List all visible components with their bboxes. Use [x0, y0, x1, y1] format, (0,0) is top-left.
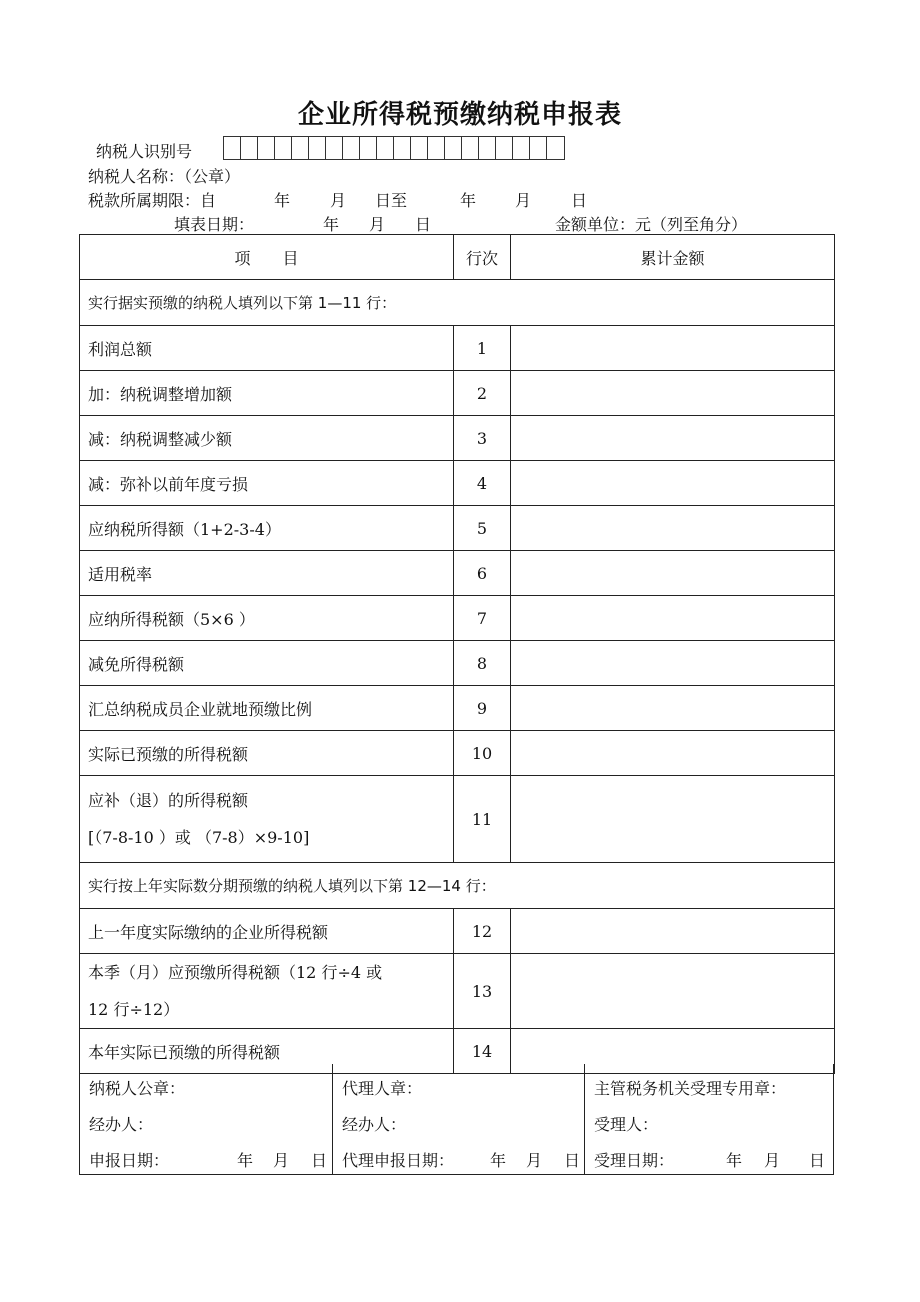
section-2-label: 实行按上年实际数分期预缴的纳税人填列以下第 12—14 行：	[80, 863, 835, 909]
table-row	[80, 909, 835, 954]
form-title: 企业所得税预缴纳税申报表	[297, 100, 622, 130]
taxpayer-name-label: 纳税人名称：（公章）	[88, 167, 241, 186]
row-item: 加：纳税调整增加额	[80, 371, 454, 416]
table-row	[80, 371, 835, 416]
row-no: 9	[454, 686, 511, 731]
row-item: 减免所得税额	[80, 641, 454, 686]
id-digit-box[interactable]	[513, 137, 530, 159]
row-item: 应纳所得税额（5×6 ）	[80, 596, 454, 641]
row-amount-cell[interactable]	[511, 909, 835, 954]
col-amount-header: 累计金额	[511, 235, 835, 280]
row-amount-cell[interactable]	[511, 371, 835, 416]
period-to-year: 年	[460, 191, 477, 210]
taxpayer-date-year: 年	[237, 1151, 254, 1170]
section-1-row	[80, 280, 835, 326]
receive-date-month: 月	[764, 1151, 781, 1170]
row-item: 上一年度实际缴纳的企业所得税额	[80, 909, 454, 954]
fill-date-month: 月	[369, 215, 386, 234]
amount-unit-label: 金额单位：元（列至角分）	[555, 215, 748, 234]
agent-date-label: 代理申报日期：	[342, 1151, 455, 1170]
id-digit-box[interactable]	[547, 137, 564, 159]
fill-date-day: 日	[415, 215, 432, 234]
id-digit-box[interactable]	[309, 137, 326, 159]
row-no: 11	[454, 776, 511, 863]
table-row	[80, 416, 835, 461]
id-digit-box[interactable]	[496, 137, 513, 159]
row-amount-cell[interactable]	[511, 731, 835, 776]
fill-date-year: 年	[323, 215, 340, 234]
period-from-month: 月	[330, 191, 347, 210]
id-digit-box[interactable]	[258, 137, 275, 159]
row-amount-cell[interactable]	[511, 416, 835, 461]
section-1-label: 实行据实预缴的纳税人填列以下第 1—11 行：	[80, 280, 835, 326]
period-from-day-to: 日至	[375, 191, 408, 210]
id-digit-box[interactable]	[241, 137, 258, 159]
row-amount-cell[interactable]	[511, 326, 835, 371]
row-no: 5	[454, 506, 511, 551]
id-digit-box[interactable]	[445, 137, 462, 159]
row-11-line2: [（7-8-10 ）或 （7-8）×9-10]	[88, 828, 310, 847]
row-no: 13	[454, 954, 511, 1029]
table-row	[80, 731, 835, 776]
row-item	[80, 954, 454, 1029]
row-amount-cell[interactable]	[511, 506, 835, 551]
id-digit-box[interactable]	[224, 137, 241, 159]
row-no: 8	[454, 641, 511, 686]
fill-date-label: 填表日期：	[174, 215, 255, 234]
id-digit-box[interactable]	[292, 137, 309, 159]
period-to-month: 月	[515, 191, 532, 210]
row-11-line1: 应补（退）的所得税额	[88, 791, 249, 810]
row-no: 6	[454, 551, 511, 596]
receiver-label: 受理人：	[594, 1115, 659, 1134]
table-row	[80, 506, 835, 551]
row-amount-cell[interactable]	[511, 461, 835, 506]
taxpayer-date-label: 申报日期：	[89, 1151, 170, 1170]
receive-date-label: 受理日期：	[594, 1151, 675, 1170]
row-amount-cell[interactable]	[511, 551, 835, 596]
taxpayer-date-day: 日	[311, 1151, 328, 1170]
table-row	[80, 954, 835, 1029]
signature-section	[79, 1064, 834, 1175]
row-no: 3	[454, 416, 511, 461]
row-no: 1	[454, 326, 511, 371]
row-no: 7	[454, 596, 511, 641]
row-amount-cell[interactable]	[511, 954, 835, 1029]
id-digit-box[interactable]	[360, 137, 377, 159]
agent-signature-block[interactable]	[332, 1064, 584, 1174]
receive-date-year: 年	[726, 1151, 743, 1170]
id-digit-box[interactable]	[462, 137, 479, 159]
row-item	[80, 776, 454, 863]
agent-handler-label: 经办人：	[342, 1115, 407, 1134]
table-row	[80, 686, 835, 731]
id-digit-box[interactable]	[428, 137, 445, 159]
row-amount-cell[interactable]	[511, 596, 835, 641]
row-amount-cell[interactable]	[511, 686, 835, 731]
taxpayer-handler-label: 经办人：	[89, 1115, 154, 1134]
taxpayer-date-month: 月	[273, 1151, 290, 1170]
col-no-header: 行次	[454, 235, 511, 280]
agent-date-day: 日	[564, 1151, 581, 1170]
period-from-year: 年	[274, 191, 291, 210]
id-digit-box[interactable]	[377, 137, 394, 159]
row-item: 减：纳税调整减少额	[80, 416, 454, 461]
section-2-row	[80, 863, 835, 909]
row-13-line1: 本季（月）应预缴所得税额（12 行÷4 或	[88, 963, 383, 982]
id-digit-box[interactable]	[411, 137, 428, 159]
agent-date-month: 月	[526, 1151, 543, 1170]
id-digit-box[interactable]	[479, 137, 496, 159]
row-item: 应纳税所得额（1+2-3-4）	[80, 506, 454, 551]
row-item: 汇总纳税成员企业就地预缴比例	[80, 686, 454, 731]
row-no: 14	[454, 1029, 511, 1074]
id-digit-box[interactable]	[530, 137, 547, 159]
row-no: 4	[454, 461, 511, 506]
tax-office-seal-label: 主管税务机关受理专用章：	[594, 1079, 787, 1098]
row-13-line2: 12 行÷12）	[88, 1000, 180, 1019]
id-digit-box[interactable]	[326, 137, 343, 159]
row-no: 2	[454, 371, 511, 416]
id-digit-box[interactable]	[275, 137, 292, 159]
row-item: 利润总额	[80, 326, 454, 371]
row-item: 减：弥补以前年度亏损	[80, 461, 454, 506]
period-to-day: 日	[571, 191, 588, 210]
row-no: 12	[454, 909, 511, 954]
row-no: 10	[454, 731, 511, 776]
table-header-row	[80, 235, 835, 280]
id-digit-box[interactable]	[394, 137, 411, 159]
row-item: 实际已预缴的所得税额	[80, 731, 454, 776]
agent-seal-label: 代理人章：	[342, 1079, 423, 1098]
table-row	[80, 596, 835, 641]
table-row	[80, 551, 835, 596]
table-row	[80, 641, 835, 686]
row-item: 适用税率	[80, 551, 454, 596]
receive-date-day: 日	[809, 1151, 826, 1170]
taxpayer-id-boxes[interactable]	[223, 136, 565, 160]
agent-date-year: 年	[490, 1151, 507, 1170]
row-amount-cell[interactable]	[511, 776, 835, 863]
taxpayer-signature-block[interactable]	[80, 1064, 332, 1174]
table-row	[80, 776, 835, 863]
row-item: 本年实际已预缴的所得税额	[80, 1029, 454, 1074]
tax-office-block[interactable]	[584, 1064, 833, 1174]
declaration-table	[79, 234, 835, 1074]
id-digit-box[interactable]	[343, 137, 360, 159]
table-row	[80, 461, 835, 506]
col-item-header: 项 目	[80, 235, 454, 280]
table-row	[80, 326, 835, 371]
row-amount-cell[interactable]	[511, 641, 835, 686]
taxpayer-seal-label: 纳税人公章：	[89, 1079, 186, 1098]
period-label: 税款所属期限：自	[88, 191, 217, 210]
taxpayer-id-label: 纳税人识别号	[96, 142, 193, 161]
